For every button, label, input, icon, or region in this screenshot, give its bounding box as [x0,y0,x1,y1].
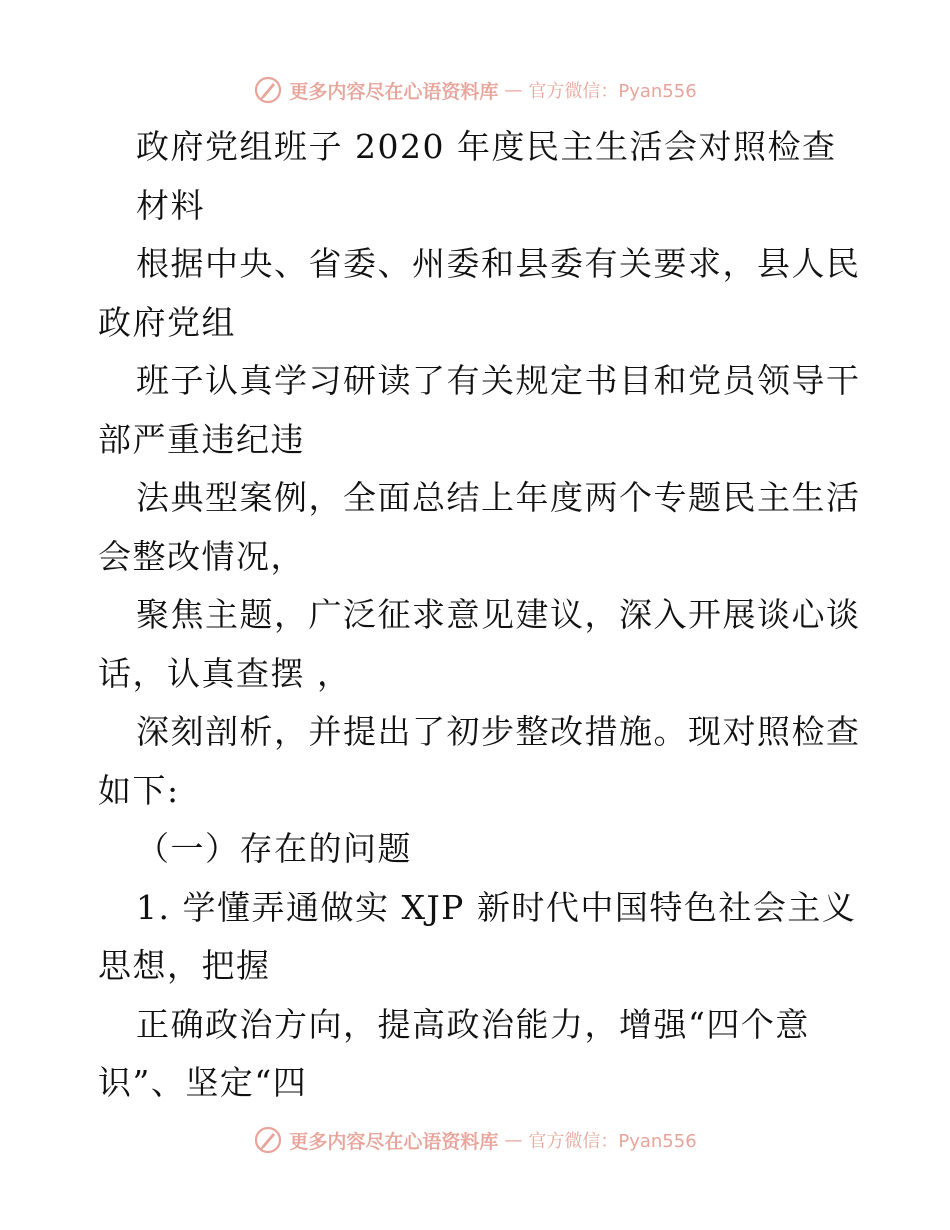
body-line-11: 深刻剖析，并提出了初步整改措施。现对照检查 [136,712,861,751]
watermark-contact: 官方微信：Pyan556 [528,1131,697,1152]
body-line-4: 政府党组 [98,302,236,342]
quill-pen-logo-icon [253,75,283,105]
body-line-10: 话，认真查摆 ， [98,653,352,693]
watermark-brand: 更多内容尽在心语资料库 [289,80,499,103]
watermark-separator: — [504,79,523,101]
body-line-1: 政府党组班子 2020 年度民主生活会对照检查 [136,127,837,166]
document-body [98,118,861,1113]
body-line-8: 会整改情况， [98,536,305,576]
body-line-5: 班子认真学习研读了有关规定书目和党员领导干 [136,361,861,400]
footer-watermark [0,1120,950,1160]
watermark-contact: 官方微信：Pyan556 [528,81,697,102]
body-line-12: 如下: [98,770,180,810]
body-line-6: 部严重违纪违 [98,419,305,459]
body-line-7: 法典型案例，全面总结上年度两个专题民主生活 [136,478,861,517]
body-line-14: 1. 学懂弄通做实 XJP 新时代中国特色社会主义 [136,887,857,927]
body-line-17: 识”、坚定“四 [98,1063,308,1102]
header-watermark [0,70,950,110]
body-line-9: 聚焦主题，广泛征求意见建议，深入开展谈心谈 [136,595,861,634]
body-line-2: 材料 [136,185,205,225]
body-line-16: 正确政治方向，提高政治能力，增强“四个意 [136,1004,810,1044]
body-line-3: 根据中央、省委、州委和县委有关要求，县人民 [136,244,861,283]
section-heading: （一）存在的问题 [136,829,412,868]
quill-pen-logo-icon [253,1125,283,1155]
body-line-15: 思想，把握 [98,946,271,985]
watermark-brand: 更多内容尽在心语资料库 [289,1130,499,1153]
watermark-separator: — [504,1129,523,1151]
